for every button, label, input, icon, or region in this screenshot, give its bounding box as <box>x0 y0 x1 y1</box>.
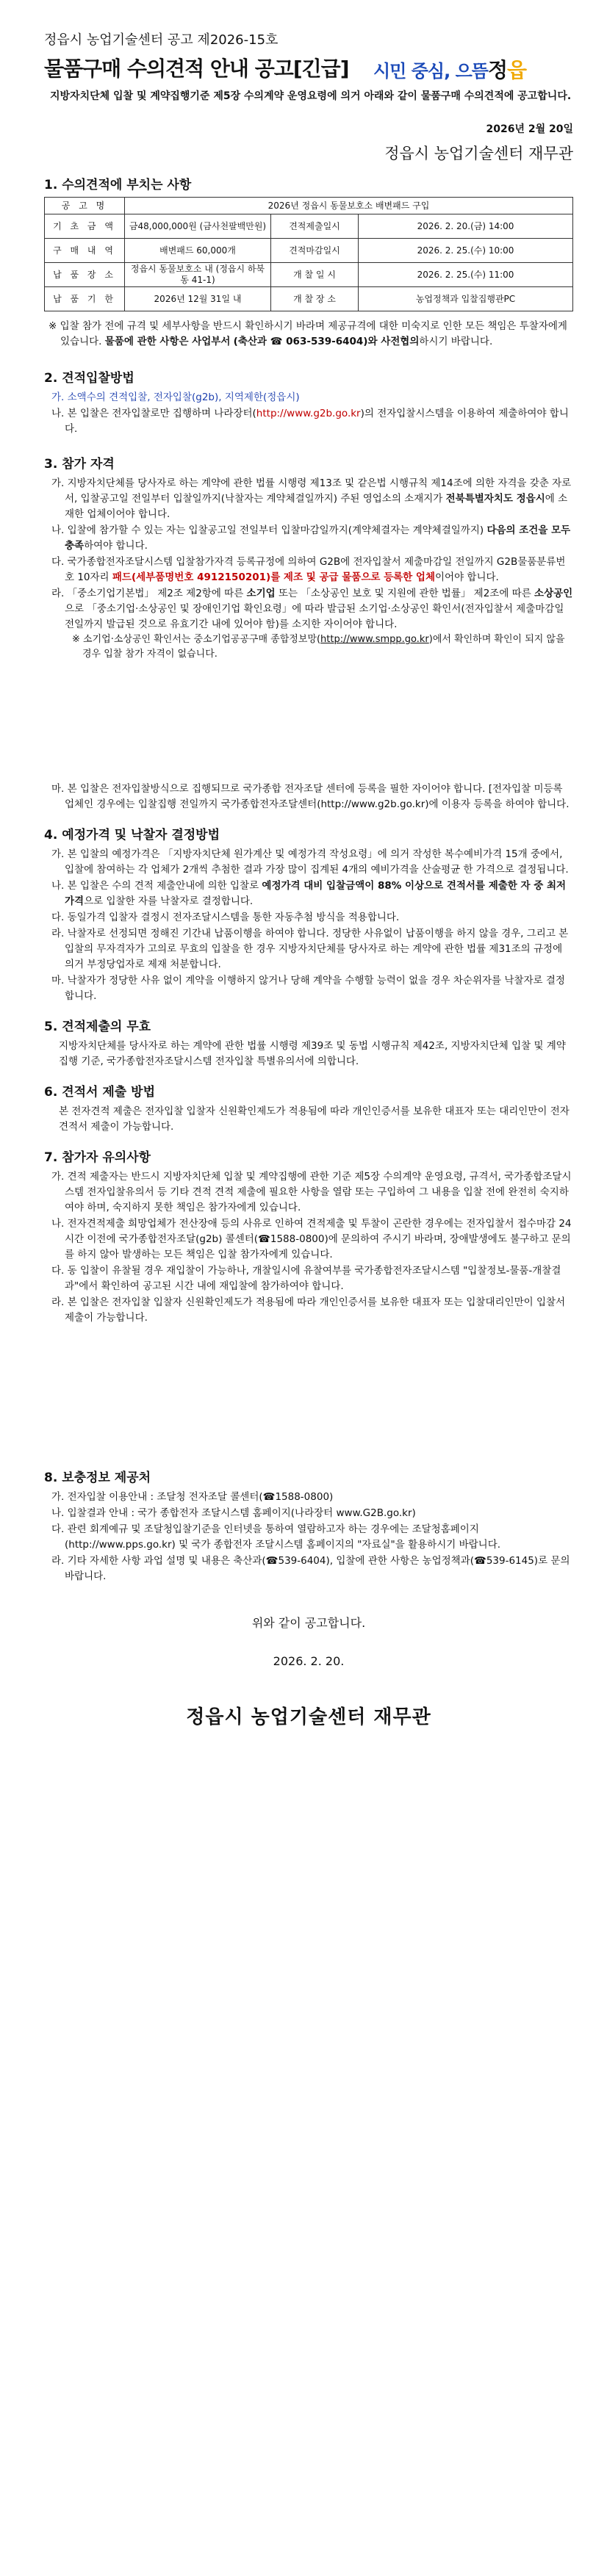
section-2-item-na <box>44 406 573 437</box>
item-text: 에 소재한 업체이어야 합니다. <box>65 493 568 520</box>
item-text: 또는 「소상공인 보호 및 지원에 관한 법률」 제2조에 따른 <box>278 588 531 599</box>
table-label: 공 고 명 <box>45 198 125 214</box>
item-emphasis: 패드(세부품명번호 4912150201)를 제조 및 공급 물품으로 등록한 업체 <box>112 571 436 583</box>
item-emphasis: 다음의 조건을 모두 충족 <box>65 524 571 552</box>
note-emphasis: 물품에 관한 사항은 사업부서 <box>104 336 231 347</box>
table-value: 2026년 정읍시 동물보호소 배변패드 구입 <box>125 198 573 214</box>
section-8-title: 8. 보충정보 제공처 <box>44 1471 151 1485</box>
item-text: )의 전자입찰시스템을 이용하여 제출하여야 합니다. <box>65 408 569 435</box>
table-value: 농업정책과 입찰집행관PC <box>359 287 573 311</box>
item-text: 이어야 합니다. <box>435 571 499 583</box>
section-2-title: 2. 견적입찰방법 <box>44 371 134 386</box>
section-6-body: 본 전자견적 제출은 전자입찰 입찰자 신원확인제도가 적용됨에 따라 개인인증서를 보유한 대표자 또는 대리인만이 전자견적서 제출이 가능합니다. <box>59 1105 570 1133</box>
item-emphasis: 전북특별자치도 정읍시 <box>445 493 545 505</box>
item-emphasis: 예정가격 대비 입찰금액이 88% 이상으로 견적서를 제출한 자 중 최저가격 <box>65 880 567 907</box>
section-3-item-da <box>44 555 573 585</box>
closing-org: 정읍시 농업기술센터 재무관 <box>186 1706 431 1728</box>
item-text: 다. 국가종합전자조달시스템 입찰참가자격 등록규정에 의하여 G2B에 전자입찰서 제출마감일 전일까지 G2B물품분류번호 10자리 <box>51 556 566 583</box>
table-label: 기 초 금 액 <box>45 214 125 239</box>
slogan-text-2: 으뜸 <box>455 61 488 82</box>
section-3-title: 3. 참가 자격 <box>44 457 115 472</box>
table-value: 2026년 12월 31일 내 <box>125 287 271 311</box>
section-6-title: 6. 견적서 제출 방법 <box>44 1085 155 1100</box>
table-label: 납 품 기 한 <box>45 287 125 311</box>
smpp-link[interactable]: http://www.smpp.go.kr <box>320 634 429 645</box>
blank-space <box>44 1326 573 1457</box>
notice-document <box>44 29 573 1729</box>
city-slogan-logo <box>373 54 526 84</box>
table-value: 금48,000,000원 (금사천팔백만원) <box>125 214 271 239</box>
issuing-org: 정읍시 농업기술센터 재무관 <box>384 145 573 162</box>
table-value: 배변패드 60,000개 <box>125 239 271 263</box>
table-label: 개 찰 장 소 <box>271 287 359 311</box>
section-3-subnote <box>44 632 573 662</box>
section-7-item-ra: 라. 본 입찰은 전자입찰 입찰자 신원확인제도가 적용됨에 따라 개인인증서를 보유한 대표자 또는 입찰대리인만이 입찰서 제출이 가능합니다. <box>51 1296 566 1324</box>
table-value: 정읍시 동물보호소 내 (정읍시 하북동 41-1) <box>125 263 271 287</box>
note-text-end: 하시기 바랍니다. <box>419 336 493 347</box>
item-text: )에서 확인하며 확인이 되지 않을 경우 입찰 참가 자격이 없습니다. <box>82 634 565 660</box>
page-title: 물품구매 수의견적 안내 공고[긴급] <box>44 57 349 81</box>
blank-space <box>44 662 573 781</box>
section-4-item-ma: 마. 낙찰자가 정당한 사유 없이 계약을 이행하지 않거나 당해 계약을 수행할 능력이 없을 경우 차순위자를 낙찰자로 결정합니다. <box>51 975 565 1002</box>
item-text: 나. 본 입찰은 전자입찰로만 집행하며 나라장터( <box>51 408 256 419</box>
section-3-item-ma: 마. 본 입찰은 전자입찰방식으로 집행되므로 국가종합 전자조달 센터에 등록을 필한 자이어야 합니다. [전자입찰 미등록 업체인 경우에는 입찰집행 전일까지 국가종합전자조달센터(http://www.g2b.go.kr)에 이용자 등록을 하여야 합니다. <box>51 783 570 810</box>
item-text: 라. 「중소기업기본법」 제2조 제2항에 따른 <box>51 588 244 599</box>
section-7-title: 7. 참가자 유의사항 <box>44 1150 151 1165</box>
table-label: 구 매 내 역 <box>45 239 125 263</box>
section-7-item-da: 다. 동 입찰이 유찰될 경우 재입찰이 가능하나, 개찰일시에 유찰여부를 국가종합전자조달시스템 "입찰정보-물품-개찰결과"에서 확인하여 공고된 시간 내에 재입찰에 참가하여야 합니다. <box>51 1265 561 1292</box>
notice-date: 2026년 2월 20일 <box>486 123 573 135</box>
item-emphasis: 소상공인 <box>534 588 573 599</box>
section-7-item-na: 나. 전자견적제출 희망업체가 전산장애 등의 사유로 인하여 견적제출 및 투찰이 곤란한 경우에는 전자입찰서 접수마감 24시간 이전에 국가종합전자조달(g2b) 콜센터(☎1588-0800)에 문의하여 주시기 바라며, 장애발생에도 불구하고 문의를 하지 않아 발생하는 모든 책임은 입찰 참가자에게 있습니다. <box>51 1218 572 1260</box>
item-text: ※ 소기업·소상공인 확인서는 중소기업공공구매 종합정보망( <box>72 634 321 645</box>
slogan-text-3: 정 <box>487 58 508 82</box>
item-text: 나. 입찰에 참가할 수 있는 자는 입찰공고일 전일부터 입찰마감일까지(계약체결자는 계약체결일까지) <box>51 524 484 536</box>
intro-text: 지방자치단체 입찰 및 계약집행기준 제5장 수의계약 운영요령에 의거 아래와 같이 물품구매 수의견적에 공고합니다. <box>50 90 572 102</box>
section-3-item-ra <box>44 586 573 632</box>
item-text: 으로 「중소기업·소상공인 및 장애인기업 확인요령」에 따라 발급된 소기업·소상공인 확인서(전자입찰서 제출마감일 전일까지 발급된 것으로 유효기간 내에 있어야 함)를 소지한 자이어야 합니다. <box>65 603 564 630</box>
section-2-item-ga: 가. 소액수의 견적입찰, 전자입찰(g2b), 지역제한(정읍시) <box>51 392 300 403</box>
item-text: 으로 입찰한 자를 낙찰자로 결정합니다. <box>84 895 254 907</box>
section-4-item-ga: 가. 본 입찰의 예정가격은 「지방자치단체 원가계산 및 예정가격 작성요령」에 의거 작성한 복수예비가격 15개 중에서, 입찰에 참여하는 각 업체가 2개씩 추첨한 결과 가장 많이 집계된 4개의 예비가격을 산술평균 한 가격으로 결정됩니다. <box>51 848 569 876</box>
section-4-item-ra: 라. 낙찰자로 선정되면 정해진 기간내 납품이행을 하여야 합니다. 정당한 사유없이 납품이행을 하지 않을 경우, 그리고 본 입찰의 무자격자가 고의로 무효의 입찰을 한 경우 지방자치단체를 당사자로 하는 계약에 관한 법률 제31조의 규정에 의거 부정당업자로 제재 처분합니다. <box>51 928 569 970</box>
table-row <box>45 287 573 311</box>
table-label: 견적마감일시 <box>271 239 359 263</box>
table-row <box>45 239 573 263</box>
section-8-item-da: 다. 관련 회계예규 및 조달청입찰기준을 인터넷을 통하여 열람하고자 하는 경우에는 조달청홈페이지(http://www.pps.go.kr) 및 국가 종합전자 조달시스템 홈페이지의 "자료실"을 활용하시기 바랍니다. <box>51 1523 501 1551</box>
table-label: 견적제출일시 <box>271 214 359 239</box>
notice-number: 정읍시 농업기술센터 공고 제2026-15호 <box>44 32 279 48</box>
section-1-note <box>44 319 573 350</box>
section-3-item-ga <box>44 476 573 522</box>
section-5-title: 5. 견적제출의 무효 <box>44 1020 151 1034</box>
section-8-item-ra: 라. 기타 자세한 사항 과업 설명 및 내용은 축산과(☎539-6404), 입찰에 관한 사항은 농업정책과(☎539-6145)로 문의 바랍니다. <box>51 1555 570 1582</box>
item-text: 가. 지방자치단체를 당사자로 하는 계약에 관한 법률 시행령 제13조 및 같은법 시행규칙 제14조에 의한 자격을 갖춘 자로서, 입찰공고일 전일부터 입찰일까지(낙찰자는 계약체결일까지) 주된 영업소의 소재지가 <box>51 477 572 505</box>
bid-info-table <box>44 197 573 311</box>
section-1-title: 1. 수의견적에 부치는 사항 <box>44 178 192 192</box>
table-row <box>45 198 573 214</box>
note-text: ※ 입찰 참가 전에 규격 및 세부사항을 반드시 확인하시기 바라며 제공규격에 대한 미숙지로 인한 모든 책임은 투찰자에게 있습니다. <box>49 320 567 347</box>
table-label: 납 품 장 소 <box>45 263 125 287</box>
closing-statement: 위와 같이 공고합니다. <box>251 1616 366 1630</box>
section-8-item-na: 나. 입찰결과 안내 : 국가 종합전자 조달시스템 홈페이지(나라장터 www.G2B.go.kr) <box>51 1507 416 1519</box>
g2b-link[interactable]: http://www.g2b.go.kr <box>256 408 361 419</box>
section-3-item-na <box>44 523 573 554</box>
item-text: 나. 본 입찰은 수의 견적 제출안내에 의한 입찰로 <box>51 880 259 892</box>
section-4-item-da: 다. 동일가격 입찰자 결정시 전자조달시스템을 통한 자동추첨 방식을 적용합니다. <box>51 912 400 923</box>
table-row <box>45 214 573 239</box>
note-contact: (축산과 ☎ 063-539-6404)와 사전협의 <box>233 336 420 347</box>
table-value: 2026. 2. 20.(금) 14:00 <box>359 214 573 239</box>
title-row <box>44 53 573 85</box>
table-row <box>45 263 573 287</box>
item-emphasis: 소기업 <box>246 588 276 599</box>
section-5-body: 지방자치단체를 당사자로 하는 계약에 관한 법률 시행령 제39조 및 동법 시행규칙 제42조, 지방자치단체 입찰 및 계약집행 기준, 국가종합전자조달시스템 전자입찰 특별유의서에 의합니다. <box>59 1040 566 1067</box>
table-value: 2026. 2. 25.(수) 11:00 <box>359 263 573 287</box>
closing-date: 2026. 2. 20. <box>273 1654 345 1668</box>
table-value: 2026. 2. 25.(수) 10:00 <box>359 239 573 263</box>
table-label: 개 찰 일 시 <box>271 263 359 287</box>
section-4-title: 4. 예정가격 및 낙찰자 결정방법 <box>44 828 220 843</box>
item-text: 하여야 합니다. <box>84 540 148 552</box>
slogan-text-4: 읍 <box>507 58 527 82</box>
slogan-text-1: 시민 중심, <box>373 61 450 82</box>
section-4-item-na <box>44 878 573 909</box>
section-7-item-ga: 가. 견적 제출자는 반드시 지방자치단체 입찰 및 계약집행에 관한 기준 제5장 수의계약 운영요령, 규격서, 국가종합조달시스템 전자입찰유의서 등 기타 견적 견적 제출에 필요한 사항을 열람 또는 구입하여 그 내용을 입찰 전에 완전히 숙지하여야 하며, 숙지하지 못한 책임은 참가자에게 있습니다. <box>51 1171 572 1213</box>
section-8-item-ga: 가. 전자입찰 이용안내 : 조달청 전자조달 콜센터(☎1588-0800) <box>51 1491 334 1503</box>
